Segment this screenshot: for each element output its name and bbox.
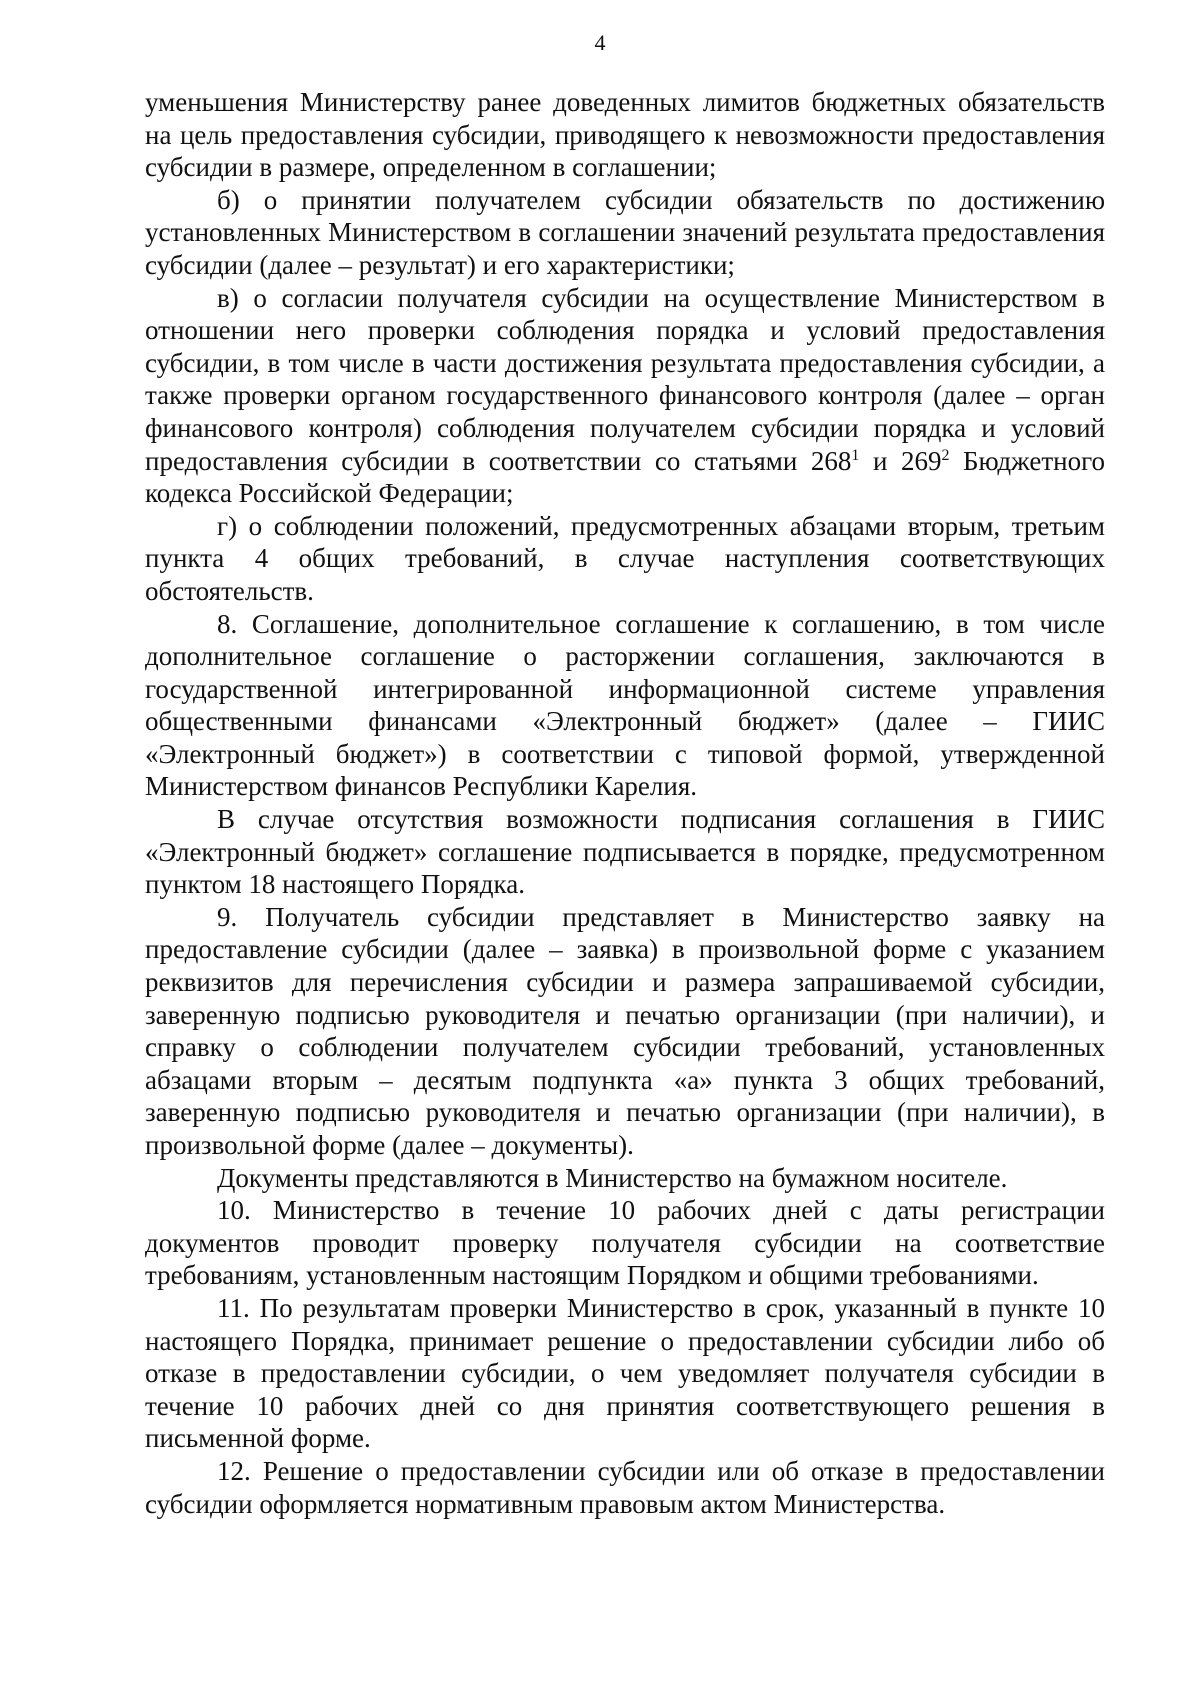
superscript-2: 2 [941, 446, 950, 464]
document-body [145, 86, 1105, 1520]
paragraph-clause-8: 8. Соглашение, дополнительное соглашение к соглашению, в том числе дополнительное соглашение о расторжении соглашения, заключаются в государственной интегрированной информационной системе управления общественными финансами «Электронный бюджет» (далее – ГИИС «Электронный бюджет») в соответствии с типовой формой, утвержденной Министерством финансов Республики Карелия. [145, 608, 1105, 802]
paragraph-item-v-end: Бюджетного кодекса Российской Федерации; [145, 445, 1105, 509]
page-number: 4 [594, 30, 606, 55]
paragraph-item-v [145, 282, 1105, 510]
superscript-1: 1 [851, 446, 860, 464]
paragraph-clause-8-continued: В случае отсутствия возможности подписания соглашения в ГИИС «Электронный бюджет» соглашение подписывается в порядке, предусмотренном пунктом 18 настоящего Порядка. [145, 804, 1105, 900]
paragraph-item-g: г) о соблюдении положений, предусмотренных абзацами вторым, третьим пункта 4 общих требований, в случае наступления соответствующих обстоятельств. [145, 510, 1105, 606]
paragraph-clause-9: 9. Получатель субсидии представляет в Министерство заявку на предоставление субсидии (далее – заявка) в произвольной форме с указанием реквизитов для перечисления субсидии и размера запрашиваемой субсидии, заверенную подписью руководителя и печатью организации (при наличии), и справку о соблюдении получателем субсидии требований, установленных абзацами вторым – десятым подпункта «а» пункта 3 общих требований, заверенную подписью руководителя и печатью организации (при наличии), в произвольной форме (далее – документы). [145, 901, 1105, 1160]
paragraph-item-v-mid: и 269 [859, 445, 942, 476]
paragraph-clause-11: 11. По результатам проверки Министерство в срок, указанный в пункте 10 настоящего Порядка, принимает решение о предоставлении субсидии либо об отказе в предоставлении субсидии, о чем уведомляет получателя субсидии в течение 10 рабочих дней со дня принятия соответствующего решения в письменной форме. [145, 1292, 1105, 1454]
paragraph-item-v-text: в) о согласии получателя субсидии на осуществление Министерством в отношении него проверки соблюдения порядка и условий предоставления субсидии, в том числе в части достижения результата предоставления субсидии, а также проверки органом государственного финансового контроля (далее – орган финансового контроля) соблюдения получателем субсидии порядка и условий предоставления субсидии в соответствии со статьями 268 [145, 282, 1105, 476]
paragraph-clause-12: 12. Решение о предоставлении субсидии или об отказе в предоставлении субсидии оформляется нормативным правовым актом Министерства. [145, 1455, 1105, 1519]
paragraph-item-b: б) о принятии получателем субсидии обязательств по достижению установленных Министерством в соглашении значений результата предоставления субсидии (далее – результат) и его характеристики; [145, 184, 1105, 280]
paragraph-clause-10: 10. Министерство в течение 10 рабочих дней с даты регистрации документов проводит проверку получателя субсидии на соответствие требованиям, установленным настоящим Порядком и общими требованиями. [145, 1195, 1105, 1291]
paragraph-clause-9-continued: Документы представляются в Министерство на бумажном носителе. [217, 1162, 1008, 1193]
paragraph-continuation: уменьшения Министерству ранее доведенных лимитов бюджетных обязательств на цель предоставления субсидии, приводящего к невозможности предоставления субсидии в размере, определенном в соглашении; [145, 87, 1105, 183]
